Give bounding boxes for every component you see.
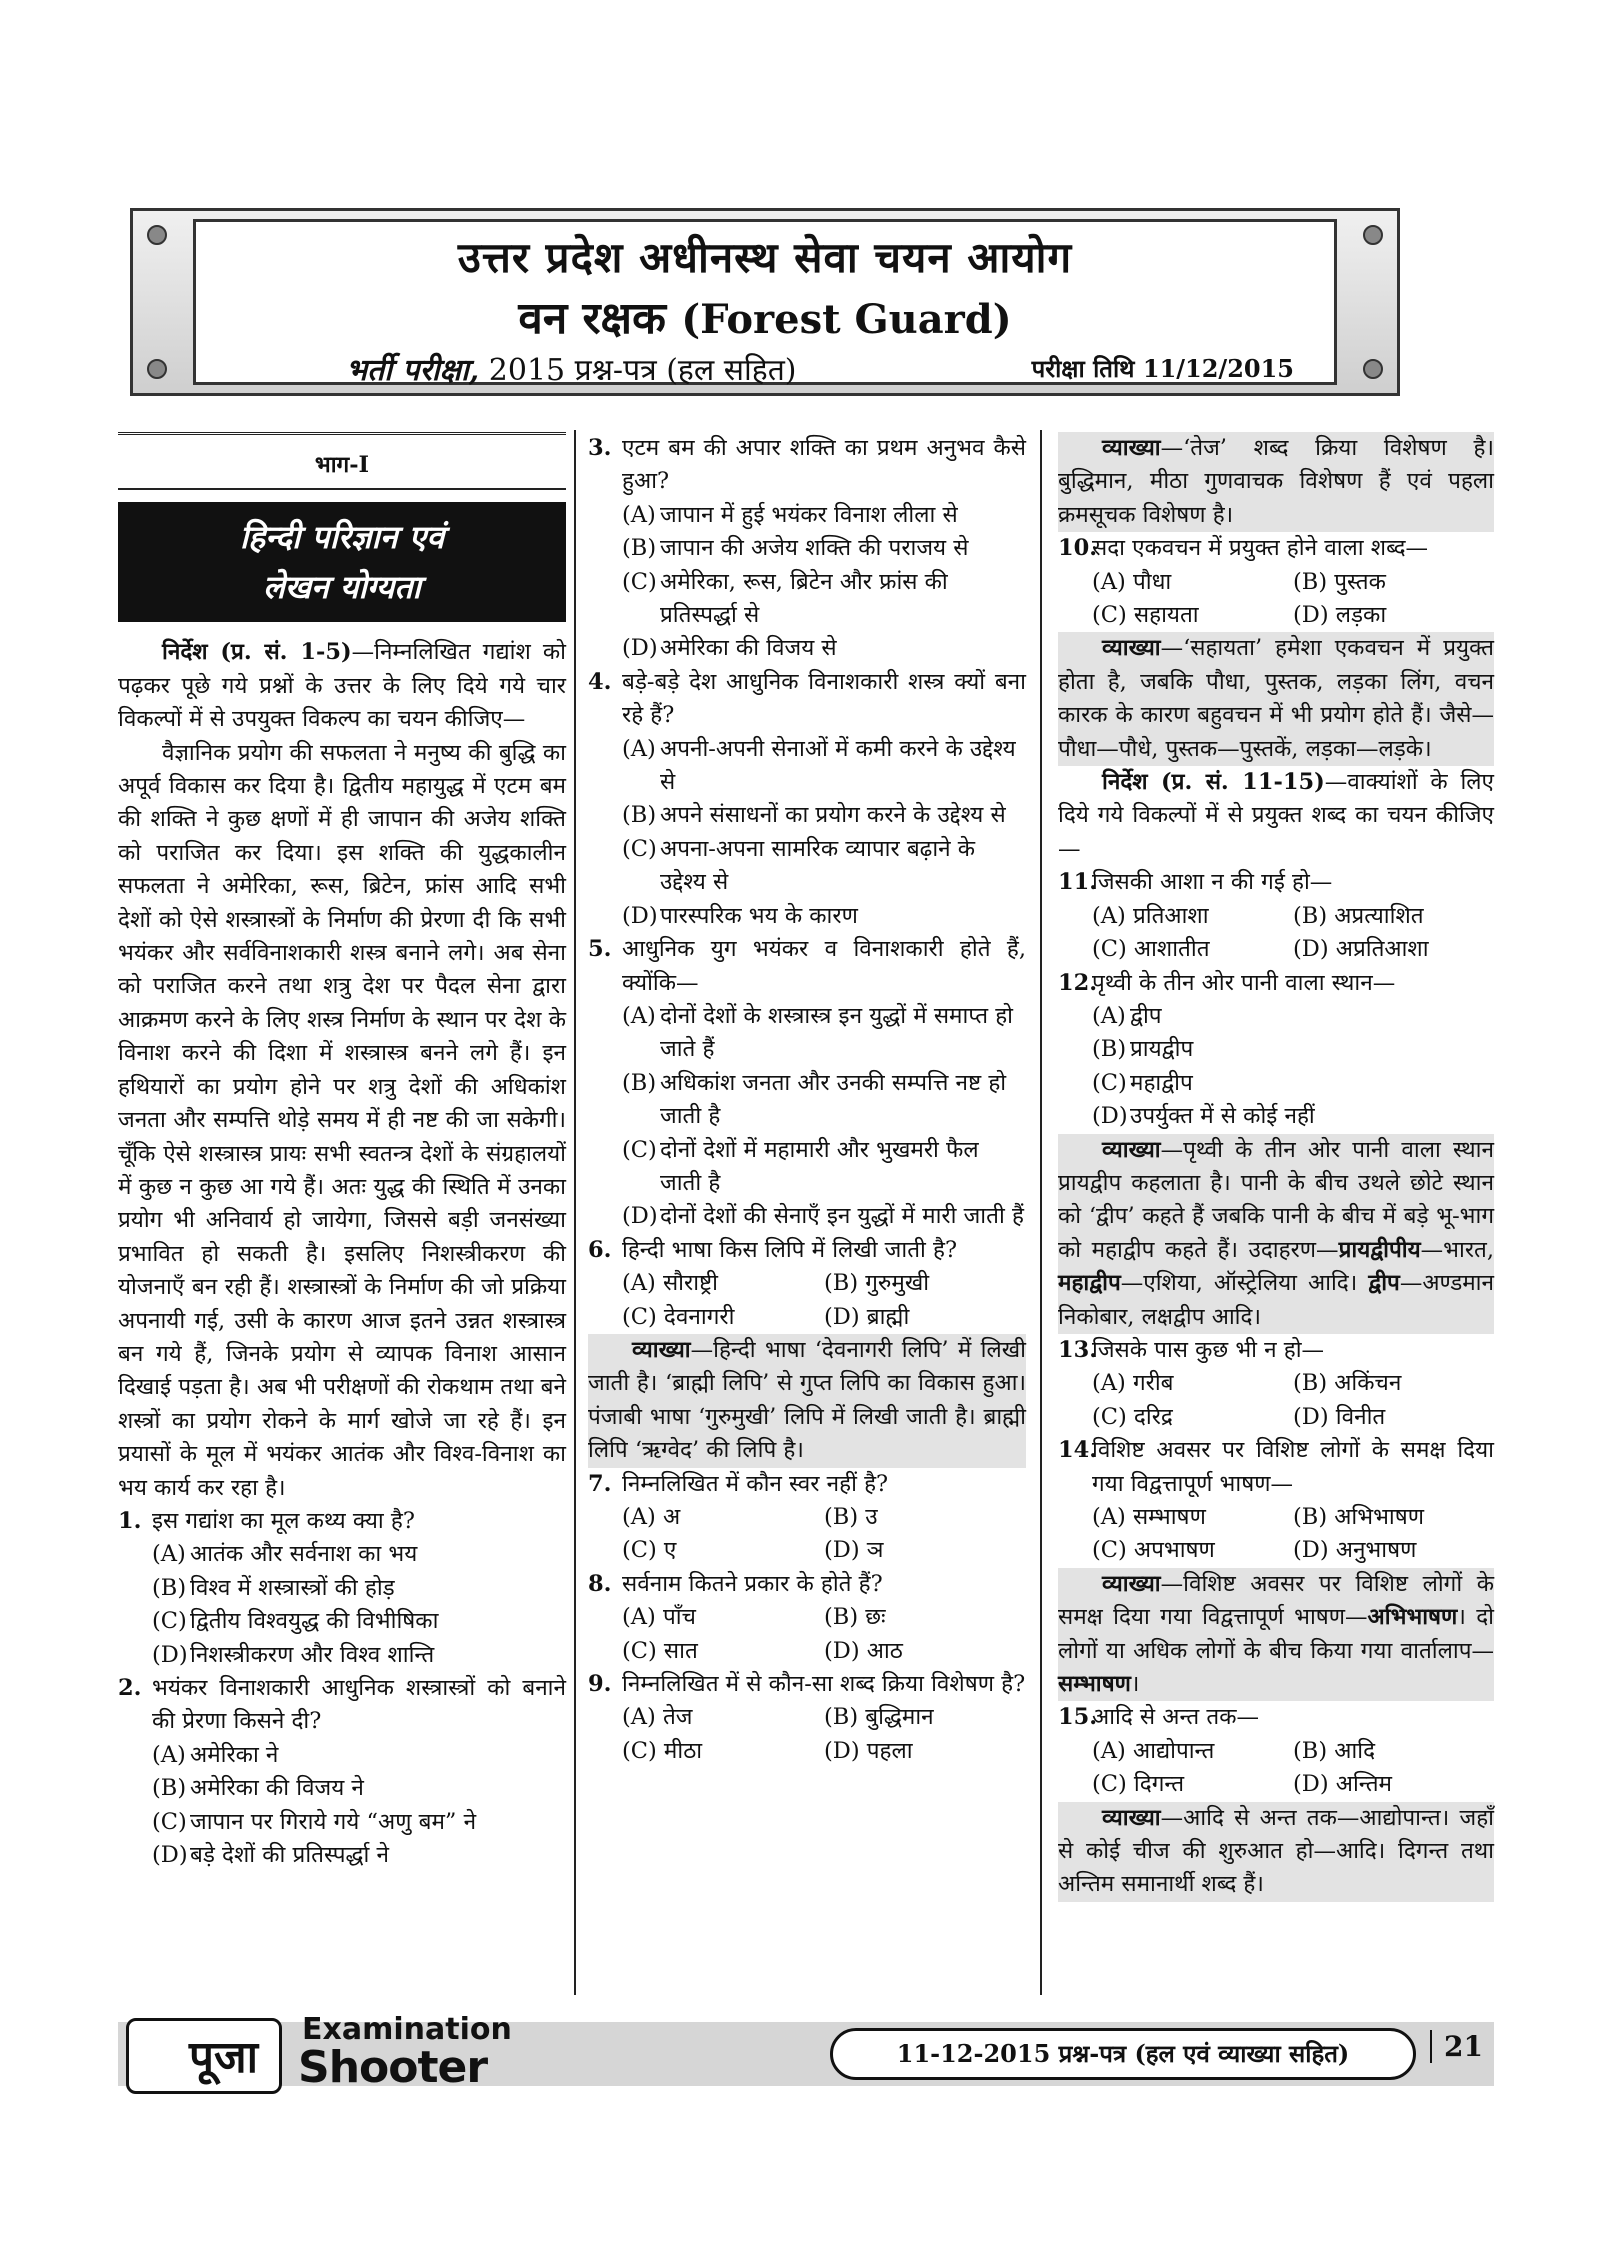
- option-row: [588, 833, 1026, 900]
- screw-icon: [1363, 359, 1383, 379]
- option-row: [588, 566, 1026, 633]
- explanation-text: —एशिया, ऑस्ट्रेलिया आदि।: [1120, 1270, 1369, 1297]
- question-number: 5.: [588, 936, 612, 963]
- explanation-text: ।: [1130, 1671, 1140, 1698]
- explanation-label: व्याख्या: [1102, 1804, 1161, 1831]
- option: (A) सम्भाषण: [1092, 1504, 1206, 1530]
- option-row: [588, 1000, 1026, 1067]
- option-letter: (C): [152, 1808, 187, 1835]
- question-text: हिन्दी भाषा किस लिपि में लिखी जाती है?: [622, 1236, 958, 1263]
- option-row: [1058, 566, 1494, 599]
- option: (B) छः: [824, 1604, 886, 1631]
- option-text: प्रायद्वीप: [1130, 1036, 1194, 1063]
- question-8: [588, 1568, 1026, 1601]
- option-text: दोनों देशों के शस्त्रास्त्र इन युद्धों में समाप्त हो जाते हैं: [660, 1002, 1014, 1063]
- question-number: 2.: [118, 1675, 142, 1701]
- question-9: [588, 1668, 1026, 1701]
- option-row: [1058, 1735, 1494, 1768]
- option-row: [588, 1735, 1026, 1768]
- option-row: [588, 1501, 1026, 1534]
- exam-title-hindi: वन रक्षक: [518, 293, 666, 344]
- question-text: विशिष्ट अवसर पर विशिष्ट लोगों के समक्ष दिया गया विद्वत्तापूर्ण भाषण—: [1092, 1437, 1494, 1497]
- option-letter: (C): [152, 1608, 187, 1635]
- option-text: आतंक और सर्वनाश का भय: [190, 1541, 418, 1568]
- exam-date: परीक्षा तिथि 11/12/2015: [1031, 354, 1294, 383]
- puja-logo-text: पूजा: [189, 2032, 259, 2083]
- question-number: 6.: [588, 1236, 612, 1263]
- exam-title-english: (Forest Guard): [681, 296, 1012, 343]
- organization-title: उत्तर प्रदेश अधीनस्थ सेवा चयन आयोग: [457, 233, 1073, 282]
- option: (C) देवनागरी: [622, 1303, 735, 1330]
- explanation-term: महाद्वीप: [1058, 1270, 1121, 1297]
- question-text: एटम बम की अपार शक्ति का प्रथम अनुभव कैसे हुआ?: [622, 435, 1026, 495]
- option: (B) अभिभाषण: [1293, 1504, 1424, 1530]
- option: (C) ए: [622, 1537, 677, 1564]
- question-5: [588, 933, 1026, 1000]
- option: (C) दिगन्त: [1092, 1771, 1185, 1798]
- option: (A) सौराष्ट्री: [622, 1270, 718, 1297]
- option-row: [588, 1134, 1026, 1201]
- explanation-text: —भारत,: [1420, 1236, 1494, 1263]
- option-text: अपने संसाधनों का प्रयोग करने के उद्देश्य से: [660, 802, 1006, 829]
- explanation-q15: [1058, 1802, 1494, 1902]
- option: (A) तेज: [622, 1704, 693, 1731]
- option: (A) पाँच: [622, 1604, 696, 1631]
- option-row: [588, 499, 1026, 532]
- option-row: [1058, 1534, 1494, 1567]
- question-text: सर्वनाम कितने प्रकार के होते हैं?: [622, 1570, 883, 1597]
- option-text: जापान की अजेय शक्ति की पराजय से: [660, 535, 969, 562]
- explanation-label: व्याख्या: [1102, 1136, 1161, 1163]
- option-letter: (B): [622, 1069, 657, 1096]
- option-text: अमेरिका की विजय ने: [190, 1775, 364, 1802]
- option: (A) प्रतिआशा: [1092, 902, 1209, 929]
- option-row: [118, 1739, 566, 1772]
- option: (A) गरीब: [1092, 1370, 1174, 1397]
- option: (D) ञ: [824, 1537, 884, 1564]
- option-row: [1058, 599, 1494, 632]
- option: (C) अपभाषण: [1092, 1537, 1215, 1564]
- option-text: द्वितीय विश्वयुद्ध की विभीषिका: [190, 1608, 439, 1635]
- option-row: [1058, 933, 1494, 966]
- explanation-q14: [1058, 1568, 1494, 1702]
- explanation-term: सम्भाषण: [1058, 1671, 1131, 1698]
- column-1: [118, 432, 566, 1872]
- instruction-2: [1058, 766, 1494, 866]
- question-number: 10.: [1058, 535, 1098, 562]
- passage: वैज्ञानिक प्रयोग की सफलता ने मनुष्य की बुद्धि का अपूर्व विकास कर दिया है। द्वितीय महायुद्ध में एटम बम की शक्ति ने कुछ क्षणों में ही जापान की अजेय शक्ति को पराजित कर दिया। इस शक्ति की युद्धकालीन सफलता ने अमेरिका, रूस, ब्रिटेन, फ्रांस आदि सभी देशों को ऐसे शस्त्रास्त्रों के निर्माण की प्रेरणा दी कि सभी भयंकर और सर्वविनाशकारी शस्त्र बनाने लगे। अब सेना को पराजित करने तथा शत्रु देश पर पैदल सेना द्वारा आक्रमण करने के लिए शस्त्र निर्माण के स्थान पर देश के विनाश करने की दिशा में शस्त्रास्त्र बनने लगे हैं। इन हथियारों का प्रयोग होने पर शत्रु देशों की अधिकांश जनता और सम्पत्ति थोड़े समय में ही नष्ट की जा सकेगी। चूँकि ऐसे शस्त्रास्त्र प्रायः सभी स्वतन्त्र देशों के संग्रहालयों में कुछ न कुछ आ गये हैं। अतः युद्ध की स्थिति में उनका प्रयोग भी अनिवार्य हो जायेगा, जिससे बड़ी जनसंख्या प्रभावित हो सकती है। इसलिए निशस्त्रीकरण की योजनाएँ बन रही हैं। शस्त्रास्त्रों के निर्माण की जो प्रक्रिया अपनायी गई, उसी के कारण आज इतने उन्नत शस्त्रास्त्र बन गये हैं, जिनके प्रयोग से व्यापक विनाश आसान दिखाई पड़ता है। अब भी परीक्षणों की रोकथाम तथा बने शस्त्रों का प्रयोग रोकने के मार्ग खोजे जा रहे हैं। इन प्रयासों के मूल में भयंकर आतंक और विश्व-विनाश का भय कार्य कर रहा है।: [118, 739, 566, 1501]
- section-part: भाग-I: [118, 432, 566, 490]
- explanation-label: व्याख्या: [632, 1336, 691, 1363]
- question-1: [118, 1505, 566, 1538]
- question-text: जिसकी आशा न की गई हो—: [1092, 869, 1333, 896]
- explanation-term: द्वीप: [1368, 1270, 1400, 1297]
- option-row: [588, 799, 1026, 832]
- option-text: पारस्परिक भय के कारण: [660, 902, 858, 929]
- option-text: अधिकांश जनता और उनकी सम्पत्ति नष्ट हो जाती है: [660, 1069, 1007, 1130]
- exam-subtitle: [346, 348, 797, 389]
- question-3: [588, 432, 1026, 499]
- option-row: [588, 1301, 1026, 1334]
- option-row: [1058, 1000, 1494, 1033]
- option-letter: (C): [622, 568, 657, 595]
- option: (A) आद्योपान्त: [1092, 1737, 1215, 1764]
- option-letter: (D): [622, 635, 658, 662]
- option-row: [588, 1534, 1026, 1567]
- logo-examination: Examination: [302, 2012, 512, 2047]
- option: (D) अप्रतिआशा: [1293, 936, 1429, 963]
- question-text: निम्नलिखित में से कौन-सा शब्द क्रिया विशेषण है?: [622, 1671, 1026, 1698]
- option-text: महाद्वीप: [1130, 1069, 1193, 1096]
- screw-icon: [147, 225, 167, 245]
- explanation-text: —पृथ्वी के तीन ओर पानी वाला स्थान प्रायद्वीप कहलाता है। पानी के बीच उथले छोटे स्थान को ‘द्वीप’ कहते हैं जबकि पानी के बीच में बड़े भू-भाग को महाद्वीप कहते हैं। उदाहरण—: [1058, 1136, 1494, 1263]
- explanation-label: व्याख्या: [1102, 1570, 1161, 1597]
- instruction-1-label: निर्देश (प्र. सं. 1-5): [162, 639, 352, 666]
- question-4: [588, 666, 1026, 733]
- option: (A) अ: [622, 1504, 681, 1530]
- option-text: उपर्युक्त में से कोई नहीं: [1130, 1103, 1315, 1130]
- option-text: जापान में हुई भयंकर विनाश लीला से: [660, 501, 958, 528]
- question-number: 7.: [588, 1470, 612, 1497]
- option-text: अपना-अपना सामरिक व्यापार बढ़ाने के उद्देश्य से: [660, 835, 976, 896]
- explanation-q12: [1058, 1134, 1494, 1334]
- question-text: निम्नलिखित में कौन स्वर नहीं है?: [622, 1470, 889, 1497]
- footer-paper-label: 11-12-2015 प्रश्न-पत्र (हल एवं व्याख्या सहित): [830, 2028, 1416, 2080]
- column-3: [1058, 432, 1494, 1902]
- option-row: [118, 1572, 566, 1605]
- option-text: अपनी-अपनी सेनाओं में कमी करने के उद्देश्य से: [660, 735, 1016, 796]
- question-text: जिसके पास कुछ भी न हो—: [1092, 1336, 1325, 1363]
- explanation-q9: [1058, 432, 1494, 532]
- question-12: [1058, 967, 1494, 1000]
- question-15: [1058, 1701, 1494, 1734]
- option-row: [1058, 900, 1494, 933]
- question-text: भयंकर विनाशकारी आधुनिक शस्त्रास्त्रों को बनाने की प्रेरणा किसने दी?: [152, 1675, 566, 1735]
- explanation-q10: [1058, 632, 1494, 766]
- option-letter: (D): [1092, 1103, 1128, 1130]
- option-letter: (A): [152, 1741, 186, 1768]
- option-text: द्वीप: [1130, 1002, 1162, 1029]
- question-text: पृथ्वी के तीन ओर पानी वाला स्थान—: [1092, 969, 1396, 996]
- logo-shooter: Shooter: [298, 2042, 488, 2093]
- question-number: 1.: [118, 1507, 142, 1534]
- option-letter: (A): [1092, 1002, 1126, 1029]
- instruction-1: [118, 636, 566, 736]
- publisher-logo: [126, 2012, 546, 2092]
- option-letter: (D): [622, 902, 658, 929]
- question-text: आदि से अन्त तक—: [1092, 1704, 1259, 1731]
- option-row: [1058, 1367, 1494, 1400]
- option-row: [588, 1635, 1026, 1668]
- question-7: [588, 1468, 1026, 1501]
- option-row: [1058, 1501, 1494, 1534]
- option-row: [1058, 1401, 1494, 1434]
- option-letter: (A): [622, 501, 656, 528]
- question-number: 14.: [1058, 1437, 1098, 1464]
- option-text: निशस्त्रीकरण और विश्व शान्ति: [190, 1641, 435, 1668]
- option-row: [588, 900, 1026, 933]
- option-row: [118, 1639, 566, 1672]
- explanation-term: अभिभाषण: [1367, 1604, 1458, 1631]
- option: (C) सात: [622, 1637, 698, 1664]
- option: (B) अप्रत्याशित: [1293, 902, 1424, 929]
- option-row: [118, 1806, 566, 1839]
- option-row: [118, 1772, 566, 1805]
- option-row: [118, 1605, 566, 1638]
- option-row: [588, 1601, 1026, 1634]
- question-number: 13.: [1058, 1336, 1098, 1363]
- option: (C) मीठा: [622, 1737, 703, 1764]
- page-number: 21: [1430, 2030, 1483, 2063]
- option: (C) आशातीत: [1092, 936, 1210, 963]
- question-14: [1058, 1434, 1494, 1501]
- option-row: [588, 532, 1026, 565]
- option: (B) उ: [824, 1504, 878, 1530]
- question-text: आधुनिक युग भयंकर व विनाशकारी होते हैं, क्योंकि—: [622, 936, 1026, 996]
- question-text: इस गद्यांश का मूल कथ्य क्या है?: [152, 1507, 415, 1534]
- exam-subtitle-rest: 2015 प्रश्न-पत्र (हल सहित): [488, 353, 797, 388]
- option-letter: (D): [622, 1203, 658, 1230]
- option-letter: (C): [622, 835, 657, 862]
- question-2: [118, 1672, 566, 1739]
- option-letter: (C): [1092, 1069, 1127, 1096]
- option-row: [588, 1267, 1026, 1300]
- question-number: 3.: [588, 435, 612, 461]
- option: (B) बुद्धिमान: [824, 1704, 934, 1731]
- explanation-label: व्याख्या: [1102, 635, 1161, 662]
- option-letter: (D): [152, 1842, 188, 1869]
- option-row: [118, 1538, 566, 1571]
- question-number: 11.: [1058, 869, 1098, 896]
- instruction-2-text: —वाक्यांशों के लिए दिये गये विकल्पों में से प्रयुक्त शब्द का चयन कीजिए—: [1058, 769, 1494, 862]
- option-text: बड़े देशों की प्रतिस्पर्द्धा ने: [190, 1842, 389, 1869]
- explanation-text: । दो लोगों या अधिक लोगों के बीच किया गया वार्तालाप—: [1058, 1604, 1494, 1664]
- topic-line-2: लेखन योग्यता: [263, 568, 421, 607]
- question-number: 15.: [1058, 1704, 1098, 1731]
- question-text: सदा एकवचन में प्रयुक्त होने वाला शब्द—: [1092, 535, 1429, 562]
- option-letter: (A): [622, 735, 656, 762]
- topic-box: [118, 502, 566, 622]
- puja-logo: [126, 2018, 282, 2094]
- option: (D) अन्तिम: [1293, 1771, 1392, 1798]
- explanation-label: व्याख्या: [1102, 435, 1161, 461]
- column-2: [588, 432, 1026, 1768]
- option-text: विश्व में शस्त्रास्त्रों की होड़: [190, 1574, 395, 1601]
- screw-icon: [1363, 225, 1383, 245]
- option-text: जापान पर गिराये गये “अणु बम” ने: [190, 1808, 477, 1835]
- option: (D) अनुभाषण: [1293, 1537, 1417, 1564]
- question-10: [1058, 532, 1494, 565]
- question-13: [1058, 1334, 1494, 1367]
- option-text: अमेरिका, रूस, ब्रिटेन और फ्रांस की प्रतिस्पर्द्धा से: [660, 568, 948, 629]
- option-row: [588, 1701, 1026, 1734]
- option: (D) पहला: [824, 1737, 913, 1764]
- instruction-2-label: निर्देश (प्र. सं. 11-15): [1102, 769, 1325, 796]
- option-text: दोनों देशों की सेनाएँ इन युद्धों में मारी जाती हैं: [660, 1203, 1024, 1230]
- exam-subtitle-italic: भर्ती परीक्षा,: [346, 353, 480, 388]
- question-text: बड़े-बड़े देश आधुनिक विनाशकारी शस्त्र क्यों बना रहे हैं?: [622, 668, 1026, 729]
- option: (B) अकिंचन: [1293, 1370, 1402, 1397]
- option-text: दोनों देशों में महामारी और भुखमरी फैल जाती है: [660, 1136, 979, 1196]
- question-number: 9.: [588, 1671, 612, 1698]
- topic-line-1: हिन्दी परिज्ञान एवं: [239, 518, 445, 557]
- screw-icon: [147, 359, 167, 379]
- column-divider: [574, 430, 576, 1995]
- option-letter: (B): [622, 535, 657, 562]
- option-letter: (B): [152, 1574, 187, 1601]
- option-text: अमेरिका ने: [190, 1741, 279, 1768]
- option-row: [588, 733, 1026, 800]
- header-banner: [130, 208, 1400, 396]
- option: (B) पुस्तक: [1293, 568, 1386, 595]
- explanation-text: —‘तेज’ शब्द क्रिया विशेषण है। बुद्धिमान, मीठा गुणवाचक विशेषण हैं एवं पहला क्रमसूचक विशेषण है।: [1058, 435, 1494, 528]
- option-letter: (D): [152, 1641, 188, 1668]
- instruction-1-text: —निम्नलिखित गद्यांश को पढ़कर पूछे गये प्रश्नों के उत्तर के लिए दिये गये चार विकल्पों में से उपयुक्त विकल्प का चयन कीजिए—: [118, 639, 566, 733]
- explanation-text: —विशिष्ट अवसर पर विशिष्ट लोगों के समक्ष दिया गया विद्वत्तापूर्ण भाषण—: [1058, 1570, 1494, 1631]
- option-letter: (A): [622, 1002, 656, 1029]
- option-letter: (B): [1092, 1036, 1127, 1063]
- option-letter: (B): [622, 802, 657, 829]
- option-text: अमेरिका की विजय से: [660, 635, 837, 662]
- question-number: 4.: [588, 668, 612, 695]
- option-row: [588, 632, 1026, 665]
- option: (D) आठ: [824, 1637, 903, 1664]
- question-number: 8.: [588, 1570, 612, 1597]
- explanation-text: —अण्डमान निकोबार, लक्षद्वीप आदि।: [1058, 1270, 1494, 1330]
- explanation-text: —हिन्दी भाषा ‘देवनागरी लिपि’ में लिखी जाती है। ‘ब्राह्मी लिपि’ से गुप्त लिपि का विकास हुआ। पंजाबी भाषा ‘गुरुमुखी’ लिपि में लिखी जाती है। ब्राह्मी लिपि ‘ऋग्वेद’ की लिपि है।: [588, 1336, 1026, 1464]
- option-row: [118, 1839, 566, 1872]
- option-row: [1058, 1100, 1494, 1133]
- option: (D) विनीत: [1293, 1403, 1386, 1430]
- option: (D) ब्राह्मी: [824, 1303, 910, 1330]
- question-number: 12.: [1058, 969, 1098, 996]
- question-11: [1058, 866, 1494, 899]
- option-row: [1058, 1033, 1494, 1066]
- option: (B) आदि: [1293, 1737, 1376, 1764]
- exam-title: [196, 286, 1334, 346]
- option-letter: (C): [622, 1136, 657, 1163]
- explanation-term: प्रायद्वीपीय: [1338, 1236, 1421, 1263]
- option-row: [1058, 1067, 1494, 1100]
- option-row: [588, 1200, 1026, 1233]
- option-letter: (B): [152, 1775, 187, 1802]
- option: (C) दरिद्र: [1092, 1403, 1173, 1430]
- option-letter: (A): [152, 1541, 186, 1568]
- explanation-q6: [588, 1334, 1026, 1468]
- option-row: [588, 1067, 1026, 1134]
- option: (A) पौधा: [1092, 568, 1172, 595]
- option-row: [1058, 1768, 1494, 1801]
- explanation-text: —आदि से अन्त तक—आद्योपान्त। जहाँ से कोई चीज की शुरुआत हो—आदि। दिगन्त तथा अन्तिम समानार्थी शब्द हैं।: [1058, 1804, 1494, 1898]
- column-divider: [1040, 430, 1042, 1995]
- explanation-text: —‘सहायता’ हमेशा एकवचन में प्रयुक्त होता है, जबकि पौधा, पुस्तक, लड़का लिंग, वचन कारक के कारण बहुवचन में भी प्रयोग होते हैं। जैसे—पौधा—पौधे, पुस्तक—पुस्तकें, लड़का—लड़के।: [1058, 635, 1494, 762]
- option: (D) लड़का: [1293, 602, 1387, 629]
- question-6: [588, 1234, 1026, 1267]
- option: (C) सहायता: [1092, 602, 1199, 629]
- option: (B) गुरुमुखी: [824, 1270, 930, 1297]
